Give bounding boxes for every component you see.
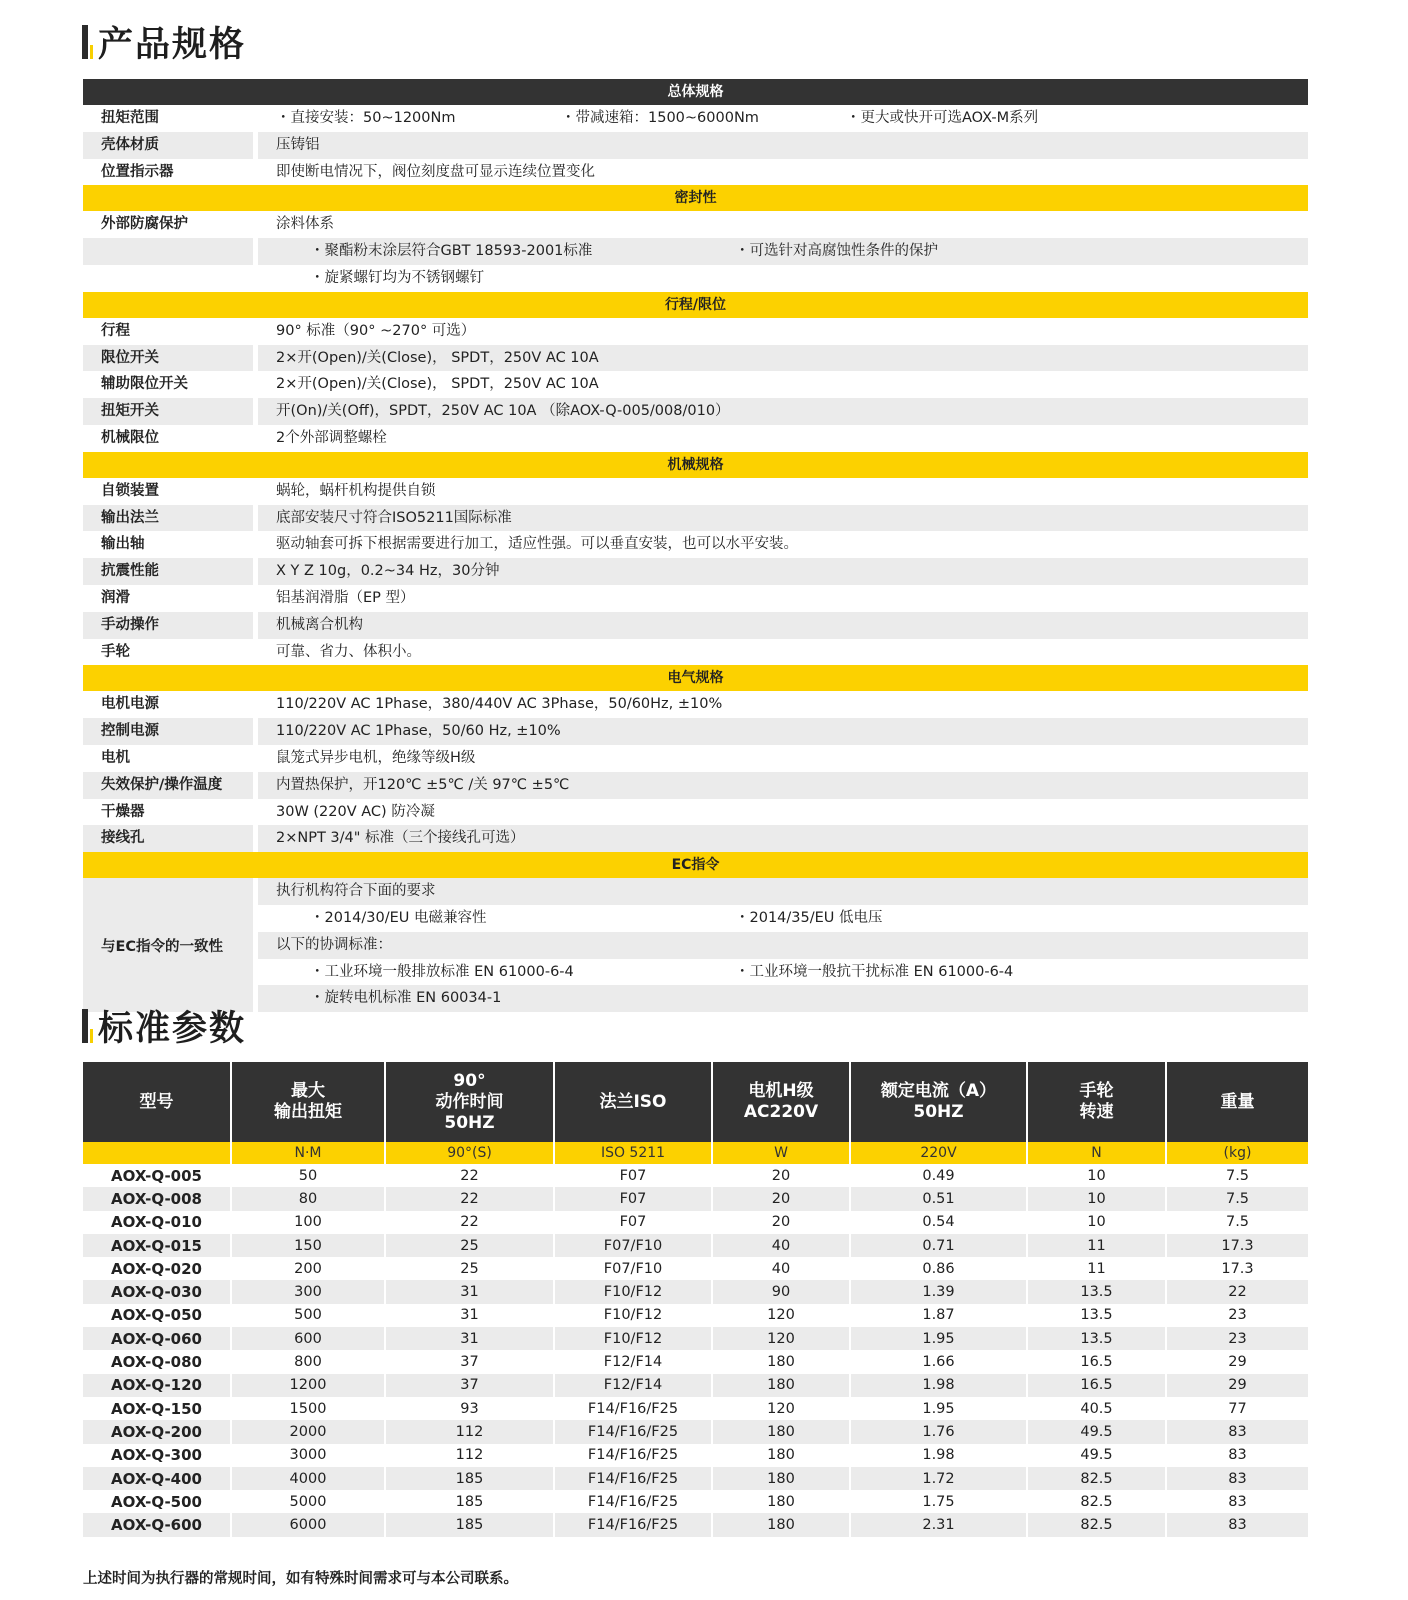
spec-label: 控制电源 [83, 718, 253, 745]
spec-value: 机械离合机构 [258, 612, 1308, 639]
table-cell: 10 [1027, 1211, 1166, 1234]
column-header [1027, 1062, 1166, 1142]
table-cell: 1500 [231, 1397, 385, 1420]
spec-header-electrical: 电气规格 [83, 665, 1308, 691]
table-cell: 20 [712, 1187, 850, 1210]
spec-row [83, 105, 1308, 132]
table-cell: 31 [385, 1304, 554, 1327]
table-cell: 22 [385, 1211, 554, 1234]
spec-value: 2×NPT 3/4" 标准（三个接线孔可选） [258, 825, 1308, 852]
spec-value: 压铸铝 [258, 132, 1308, 159]
table-cell: 49.5 [1027, 1420, 1166, 1443]
table-cell: 37 [385, 1350, 554, 1373]
column-header [1166, 1062, 1308, 1142]
table-cell: F12/F14 [554, 1374, 712, 1397]
table-cell: 0.86 [850, 1257, 1027, 1280]
model-cell: AOX-Q-150 [83, 1397, 231, 1420]
table-cell: 82.5 [1027, 1490, 1166, 1513]
spec-label: 外部防腐保护 [101, 216, 188, 233]
table-cell: 83 [1166, 1467, 1308, 1490]
table-cell: 83 [1228, 1493, 1247, 1510]
table-cell: 40 [712, 1257, 850, 1280]
spec-header-ec: EC指令 [83, 852, 1308, 878]
table-cell: 1.75 [850, 1490, 1027, 1513]
spec-value: ・旋紧螺钉均为不锈钢螺钉 [310, 269, 484, 286]
table-cell: F10/F12 [554, 1304, 712, 1327]
spec-value: 2×开(Open)/关(Close)， SPDT，250V AC 10A [276, 376, 599, 393]
column-header [554, 1062, 712, 1142]
table-cell: 4000 [231, 1467, 385, 1490]
spec-label: 扭矩范围 [101, 110, 159, 126]
spec-label: 润滑 [101, 589, 130, 606]
table-cell: 49.5 [1027, 1444, 1166, 1467]
spec-row [83, 799, 1308, 826]
table-cell: 180 [712, 1490, 850, 1513]
ec-line-col: ・工业环境一般抗干扰标准 EN 61000-6-4 [735, 963, 1014, 980]
table-cell: F14/F16/F25 [554, 1513, 712, 1536]
column-header-line: 重量 [1220, 1091, 1255, 1112]
footnote: 上述时间为执行器的常规时间，如有特殊时间需求可与本公司联系。 [83, 1571, 518, 1587]
table-row [83, 1513, 1308, 1536]
spec-label: 与EC指令的一致性 [83, 878, 253, 1012]
table-cell: 1.39 [850, 1280, 1027, 1303]
spec-label: 失效保护/操作温度 [83, 772, 253, 799]
spec-row [83, 371, 1308, 398]
table-cell: 23 [1166, 1327, 1308, 1350]
spec-label: 位置指示器 [101, 163, 174, 180]
params-table [83, 1062, 1308, 1537]
column-header-line: 50HZ [444, 1112, 495, 1133]
column-header-line: 最大 [291, 1081, 325, 1101]
table-cell: 31 [385, 1327, 554, 1350]
table-cell: 185 [385, 1490, 554, 1513]
column-header-line: 50HZ [913, 1102, 964, 1122]
table-cell: 1.87 [850, 1304, 1027, 1327]
column-header [385, 1062, 554, 1142]
table-cell: 180 [712, 1444, 850, 1467]
section-title-text: 标准参数 [98, 1009, 247, 1049]
table-cell: 93 [385, 1397, 554, 1420]
ec-line: ・旋转电机标准 EN 60034-1 [258, 985, 1308, 1012]
table-cell: 13.5 [1027, 1304, 1166, 1327]
spec-row [83, 238, 1308, 265]
table-cell: 600 [231, 1327, 385, 1350]
spec-label: 接线孔 [83, 825, 253, 852]
column-header-line: 法兰ISO [599, 1091, 667, 1112]
table-row [83, 1280, 1308, 1303]
unit-cell: N·M [231, 1142, 385, 1164]
section-title-params [82, 1006, 247, 1049]
table-row [83, 1211, 1308, 1234]
table-cell: 0.71 [850, 1234, 1027, 1257]
column-header-line: 额定电流（A） [880, 1081, 997, 1101]
spec-row [83, 132, 1308, 159]
table-cell: 2000 [231, 1420, 385, 1443]
table-cell: 20 [712, 1211, 850, 1234]
spec-row [83, 159, 1308, 186]
spec-row [83, 745, 1308, 772]
table-cell: 17.3 [1221, 1260, 1254, 1277]
table-cell: 11 [1027, 1234, 1166, 1257]
ec-values [258, 878, 1308, 1012]
table-cell: 7.5 [1166, 1187, 1308, 1210]
table-cell: F12/F14 [554, 1350, 712, 1373]
table-cell: 2.31 [850, 1513, 1027, 1536]
spec-value-col: ・直接安装：50~1200Nm [276, 110, 456, 126]
ec-line-col: ・工业环境一般排放标准 EN 61000-6-4 [310, 963, 574, 980]
spec-header-mechanical: 机械规格 [83, 452, 1308, 478]
column-header [712, 1062, 850, 1142]
model-cell: AOX-Q-400 [83, 1467, 231, 1490]
table-cell: 1200 [231, 1374, 385, 1397]
table-cell: 22 [385, 1187, 554, 1210]
spec-label: 手动操作 [83, 612, 253, 639]
unit-cell: W [712, 1142, 850, 1164]
model-cell: AOX-Q-120 [83, 1374, 231, 1397]
spec-value: X Y Z 10g，0.2~34 Hz，30分钟 [258, 558, 1308, 585]
ec-line: 以下的协调标准： [258, 932, 1308, 959]
spec-row [83, 265, 1308, 292]
spec-label: 行程 [101, 322, 130, 339]
spec-label: 手轮 [101, 643, 130, 660]
spec-value: 开(On)/关(Off)，SPDT，250V AC 10A （除AOX-Q-005/008/010） [258, 398, 1308, 425]
table-cell: 180 [712, 1374, 850, 1397]
table-cell: F14/F16/F25 [554, 1420, 712, 1443]
table-cell: 16.5 [1027, 1374, 1166, 1397]
table-cell: 6000 [231, 1513, 385, 1536]
table-cell: 120 [712, 1304, 850, 1327]
spec-label: 扭矩开关 [83, 398, 253, 425]
table-cell: 40 [712, 1234, 850, 1257]
table-cell: 120 [712, 1397, 850, 1420]
spec-label: 壳体材质 [83, 132, 253, 159]
table-row [83, 1467, 1308, 1490]
table-cell: 200 [231, 1257, 385, 1280]
spec-value: 即使断电情况下，阀位刻度盘可显示连续位置变化 [276, 163, 595, 180]
spec-row [83, 531, 1308, 558]
table-cell: 10 [1027, 1187, 1166, 1210]
table-cell: 40.5 [1027, 1397, 1166, 1420]
spec-value-col: ・聚酯粉末涂层符合GBT 18593-2001标准 [310, 243, 593, 260]
spec-row [83, 478, 1308, 505]
model-cell: AOX-Q-030 [83, 1280, 231, 1303]
table-row [83, 1234, 1308, 1257]
model-cell: AOX-Q-005 [83, 1164, 231, 1187]
spec-label: 抗震性能 [83, 558, 253, 585]
table-cell: 25 [385, 1257, 554, 1280]
table-cell: 50 [231, 1164, 385, 1187]
table-cell: 185 [385, 1467, 554, 1490]
spec-value: 驱动轴套可拆下根据需要进行加工，适应性强。可以垂直安装，也可以水平安装。 [276, 536, 798, 553]
column-header-line: AC220V [743, 1102, 819, 1122]
spec-value: 内置热保护，开120℃ ±5℃ /关 97℃ ±5℃ [258, 772, 1308, 799]
table-row [83, 1444, 1308, 1467]
table-cell: 1.98 [850, 1374, 1027, 1397]
table-cell: 20 [712, 1164, 850, 1187]
spec-row [83, 691, 1308, 718]
ec-line-col: ・2014/30/EU 电磁兼容性 [310, 909, 487, 926]
table-cell: 0.54 [850, 1211, 1027, 1234]
model-cell: AOX-Q-020 [83, 1257, 231, 1280]
table-cell: 112 [385, 1444, 554, 1467]
section-title-text: 产品规格 [98, 25, 247, 65]
table-cell: 16.5 [1027, 1350, 1166, 1373]
spec-row [83, 211, 1308, 238]
table-cell: 90 [712, 1280, 850, 1303]
table-cell: 185 [385, 1513, 554, 1536]
table-cell: 82.5 [1027, 1513, 1166, 1536]
spec-value: 底部安装尺寸符合ISO5211国际标准 [258, 505, 1308, 532]
spec-value-col: ・可选针对高腐蚀性条件的保护 [735, 243, 938, 260]
table-cell: 180 [712, 1350, 850, 1373]
table-cell: 180 [712, 1513, 850, 1536]
table-cell: F14/F16/F25 [554, 1444, 712, 1467]
spec-value: 90° 标准（90° ~270° 可选） [276, 322, 476, 339]
table-cell: 80 [231, 1187, 385, 1210]
model-cell: AOX-Q-010 [83, 1211, 231, 1234]
spec-header-sealing: 密封性 [83, 185, 1308, 211]
table-row [83, 1327, 1308, 1350]
spec-table [83, 79, 1308, 1012]
spec-label: 限位开关 [83, 345, 253, 372]
title-accent-bar [82, 25, 88, 59]
model-cell: AOX-Q-200 [83, 1420, 231, 1443]
table-cell: 29 [1166, 1374, 1308, 1397]
table-cell: 77 [1228, 1400, 1247, 1417]
table-cell: F07/F10 [554, 1234, 712, 1257]
table-row [83, 1397, 1308, 1420]
column-header-line: 转速 [1079, 1102, 1114, 1122]
ec-line-col: ・2014/35/EU 低电压 [735, 909, 883, 926]
spec-label [83, 238, 253, 265]
table-cell: 29 [1228, 1354, 1247, 1371]
table-cell: 83 [1166, 1420, 1308, 1443]
table-cell: F07 [554, 1164, 712, 1187]
table-cell: 0.51 [850, 1187, 1027, 1210]
model-cell: AOX-Q-050 [83, 1304, 231, 1327]
table-cell: F07/F10 [554, 1257, 712, 1280]
ec-line [258, 905, 1308, 932]
table-row [83, 1187, 1308, 1210]
table-row [83, 1304, 1308, 1327]
spec-row [83, 825, 1308, 852]
spec-value: 蜗轮，蜗杆机构提供自锁 [276, 482, 436, 499]
model-cell: AOX-Q-015 [83, 1234, 231, 1257]
spec-label: 电机电源 [101, 696, 159, 713]
table-cell: 13.5 [1027, 1280, 1166, 1303]
table-cell: 150 [231, 1234, 385, 1257]
spec-row [83, 505, 1308, 532]
table-cell: 25 [385, 1234, 554, 1257]
unit-cell: 220V [850, 1142, 1027, 1164]
table-cell: 1.95 [850, 1327, 1027, 1350]
spec-value: 110/220V AC 1Phase，380/440V AC 3Phase，50/60Hz, ±10% [276, 696, 723, 713]
table-cell: 17.3 [1166, 1234, 1308, 1257]
spec-label: 自锁装置 [101, 482, 159, 499]
table-row [83, 1350, 1308, 1373]
unit-cell: ISO 5211 [554, 1142, 712, 1164]
table-cell: 120 [712, 1327, 850, 1350]
column-header [83, 1062, 231, 1142]
spec-value [258, 105, 1308, 132]
table-cell: F10/F12 [554, 1327, 712, 1350]
table-row [83, 1257, 1308, 1280]
table-cell: 100 [231, 1211, 385, 1234]
spec-row [83, 585, 1308, 612]
spec-label: 机械限位 [101, 429, 159, 446]
spec-label: 电机 [101, 749, 130, 766]
ec-line: 执行机构符合下面的要求 [258, 878, 1308, 905]
title-accent-bar [82, 1009, 88, 1043]
spec-value: 鼠笼式异步电机，绝缘等级H级 [276, 749, 476, 766]
table-cell: 7.5 [1225, 1167, 1250, 1184]
table-cell: F14/F16/F25 [554, 1397, 712, 1420]
spec-value: 可靠、省力、体积小。 [276, 643, 421, 660]
unit-cell: (kg) [1166, 1142, 1308, 1164]
params-units-row [83, 1142, 1308, 1164]
spec-row [83, 558, 1308, 585]
spec-value: 110/220V AC 1Phase，50/60 Hz, ±10% [258, 718, 1308, 745]
table-cell: 800 [231, 1350, 385, 1373]
table-cell: 7.5 [1225, 1214, 1250, 1231]
spec-row [83, 398, 1308, 425]
column-header [231, 1062, 385, 1142]
spec-row [83, 718, 1308, 745]
spec-row [83, 612, 1308, 639]
spec-label: 辅助限位开关 [101, 376, 188, 393]
spec-value-col: ・更大或快开可选AOX-M系列 [846, 110, 1039, 126]
column-header [850, 1062, 1027, 1142]
column-header-line: 电机H级 [748, 1081, 814, 1101]
table-cell: 23 [1228, 1307, 1247, 1324]
table-cell: 31 [385, 1280, 554, 1303]
table-cell: 3000 [231, 1444, 385, 1467]
params-header-row [83, 1062, 1308, 1142]
spec-label: 输出轴 [101, 536, 145, 553]
table-cell: 1.98 [850, 1444, 1027, 1467]
unit-cell [83, 1142, 231, 1164]
spec-row [83, 425, 1308, 452]
spec-header-general: 总体规格 [83, 79, 1308, 105]
ec-line [258, 959, 1308, 986]
column-header-line: 输出扭矩 [274, 1102, 342, 1122]
table-cell: 112 [385, 1420, 554, 1443]
table-cell: F10/F12 [554, 1280, 712, 1303]
table-cell: 22 [1166, 1280, 1308, 1303]
unit-cell: N [1027, 1142, 1166, 1164]
table-cell: 83 [1166, 1513, 1308, 1536]
column-header-line: 手轮 [1079, 1081, 1114, 1101]
table-row [83, 1490, 1308, 1513]
column-header-line: 90° [453, 1070, 486, 1091]
spec-label: 干燥器 [101, 803, 145, 820]
spec-label: 输出法兰 [83, 505, 253, 532]
spec-value: 2×开(Open)/关(Close)， SPDT，250V AC 10A [258, 345, 1308, 372]
table-cell: 1.95 [850, 1397, 1027, 1420]
spec-value: 铝基润滑脂（EP 型） [276, 589, 415, 606]
table-row [83, 1164, 1308, 1187]
table-cell: 82.5 [1027, 1467, 1166, 1490]
spec-value: 涂料体系 [276, 216, 334, 233]
section-title-specs [82, 22, 247, 65]
spec-value: 2个外部调整螺栓 [276, 429, 387, 446]
column-header-line: 型号 [139, 1091, 174, 1112]
table-cell: 180 [712, 1420, 850, 1443]
table-row [83, 1420, 1308, 1443]
model-cell: AOX-Q-080 [83, 1350, 231, 1373]
table-cell: 1.72 [850, 1467, 1027, 1490]
table-cell: F07 [554, 1187, 712, 1210]
table-cell: F14/F16/F25 [554, 1467, 712, 1490]
model-cell: AOX-Q-008 [83, 1187, 231, 1210]
model-cell: AOX-Q-300 [83, 1444, 231, 1467]
spec-row [83, 772, 1308, 799]
spec-row [83, 345, 1308, 372]
unit-cell: 90°(S) [385, 1142, 554, 1164]
table-cell: 22 [385, 1164, 554, 1187]
spec-value [258, 238, 1308, 265]
spec-value: 30W (220V AC) 防冷凝 [276, 803, 435, 820]
table-cell: 0.49 [850, 1164, 1027, 1187]
spec-row [83, 639, 1308, 666]
table-cell: 180 [712, 1467, 850, 1490]
model-cell: AOX-Q-600 [83, 1513, 231, 1536]
spec-value-col: ・带减速箱：1500~6000Nm [561, 110, 759, 126]
table-cell: 11 [1027, 1257, 1166, 1280]
column-header-line: 动作时间 [435, 1091, 504, 1112]
table-cell: 500 [231, 1304, 385, 1327]
ec-block [83, 878, 1308, 1012]
spec-label [83, 265, 253, 292]
table-cell: 83 [1228, 1447, 1247, 1464]
table-cell: 1.66 [850, 1350, 1027, 1373]
table-cell: 13.5 [1027, 1327, 1166, 1350]
table-cell: 1.76 [850, 1420, 1027, 1443]
spec-header-travel: 行程/限位 [83, 292, 1308, 318]
table-cell: 37 [385, 1374, 554, 1397]
params-body [83, 1164, 1308, 1537]
table-cell: 10 [1027, 1164, 1166, 1187]
model-cell: AOX-Q-060 [83, 1327, 231, 1350]
table-cell: 5000 [231, 1490, 385, 1513]
table-row [83, 1374, 1308, 1397]
table-cell: F07 [554, 1211, 712, 1234]
table-cell: F14/F16/F25 [554, 1490, 712, 1513]
table-cell: 300 [231, 1280, 385, 1303]
spec-row [83, 318, 1308, 345]
model-cell: AOX-Q-500 [83, 1490, 231, 1513]
